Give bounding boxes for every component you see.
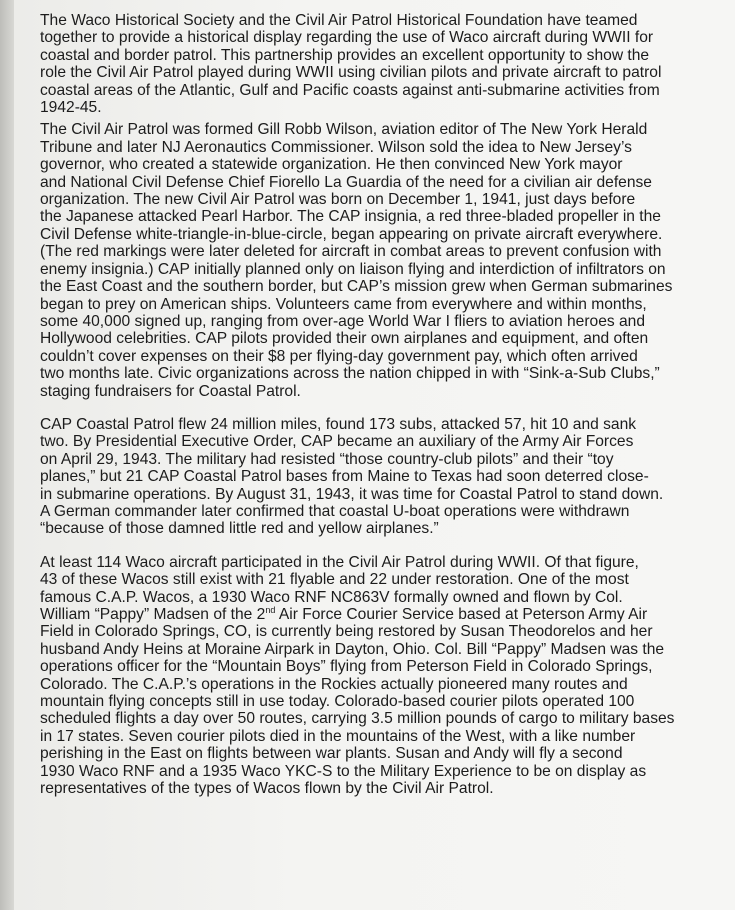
text-line: staging fundraisers for Coastal Patrol. [40,382,301,400]
text-line: 1942-45. [40,99,102,117]
page-left-edge [0,0,14,910]
text-line: couldn’t cover expenses on their $8 per flying-day government pay, which often arrived [40,347,638,365]
text-line: Field in Colorado Springs, CO, is currently being restored by Susan Theodorelos and her [40,623,653,641]
paragraph-1 [40,12,720,116]
text-line: representatives of the types of Wacos flown by the Civil Air Patrol. [40,780,494,798]
text-line: coastal and border patrol. This partnership provides an excellent opportunity to show the [40,46,650,64]
text-line: operations officer for the “Mountain Boys” flying from Peterson Field in Colorado Springs, [40,658,653,676]
text-line: husband Andy Heins at Moraine Airpark in Dayton, Ohio. Col. Bill “Pappy” Madsen was the [40,640,665,658]
text-line: mountain flying concepts still in use today. Colorado-based courier pilots operated 100 [40,693,635,711]
text-line: scheduled flights a day over 50 routes, carrying 3.5 million pounds of cargo to military bases [40,710,675,728]
text-line: in 17 states. Seven courier pilots died in the mountains of the West, with a like number [40,727,636,745]
text-line: planes,” but 21 CAP Coastal Patrol bases from Maine to Texas had soon deterred close- [40,468,649,486]
text-line: “because of those damned little red and yellow airplanes.” [40,520,439,538]
text-line: Tribune and later NJ Aeronautics Commissioner. Wilson sold the idea to New Jersey’s [40,138,632,156]
text-line: famous C.A.P. Wacos, a 1930 Waco RNF NC863V formally owned and flown by Col. [40,588,623,606]
text-line: the East Coast and the southern border, but CAP’s mission grew when German submarines [40,278,673,296]
paragraph-3 [40,416,720,538]
text-segment: William “Pappy” Madsen of the 2 [40,606,266,623]
text-line: CAP Coastal Patrol flew 24 million miles, found 173 subs, attacked 57, hit 10 and sank [40,415,637,433]
text-line: 1930 Waco RNF and a 1935 Waco YKC-S to the Military Experience to be on display as [40,762,647,780]
text-line: on April 29, 1943. The military had resisted “those country-club pilots” and their “toy [40,450,614,468]
text-line: enemy insignia.) CAP initially planned only on liaison flying and interdiction of infiltrators on [40,260,666,278]
text-line: began to prey on American ships. Volunteers came from everywhere and within months, [40,295,647,313]
text-segment: Air Force Courier Service based at Peterson Army Air [275,606,648,623]
text-line: Colorado. The C.A.P.’s operations in the Rockies actually pioneered many routes and [40,675,628,693]
text-line: perishing in the East on flights between war plants. Susan and Andy will fly a second [40,745,623,763]
text-line: in submarine operations. By August 31, 1943, it was time for Coastal Patrol to stand down. [40,485,664,503]
paragraph-2 [40,121,720,400]
paragraph-4 [40,554,720,798]
text-line: two months late. Civic organizations across the nation chipped in with “Sink-a-Sub Clubs,” [40,365,660,383]
ordinal-superscript: nd [265,604,276,615]
text-line: role the Civil Air Patrol played during WWII using civilian pilots and private aircraft to patrol [40,64,662,82]
text-line: Hollywood celebrities. CAP pilots provided their own airplanes and equipment, and often [40,330,649,348]
text-line: together to provide a historical display regarding the use of Waco aircraft during WWII for [40,29,654,47]
text-line: 43 of these Wacos still exist with 21 flyable and 22 under restoration. One of the most [40,571,629,589]
text-line: two. By Presidential Executive Order, CAP became an auxiliary of the Army Air Forces [40,433,634,451]
text-line: The Waco Historical Society and the Civil Air Patrol Historical Foundation have teamed [40,12,638,29]
document-body [40,12,720,797]
text-line: (The red markings were later deleted for aircraft in combat areas to prevent confusion with [40,243,662,261]
text-line: At least 114 Waco aircraft participated in the Civil Air Patrol during WWII. Of that figure, [40,553,639,571]
text-line: coastal areas of the Atlantic, Gulf and Pacific coasts against anti-submarine activities from [40,81,660,99]
text-line: A German commander later confirmed that coastal U-boat operations were withdrawn [40,502,630,520]
text-line: some 40,000 signed up, ranging from over-age World War I fliers to aviation heroes and [40,312,646,330]
text-line: The Civil Air Patrol was formed Gill Robb Wilson, aviation editor of The New York Herald [40,121,648,139]
text-line: governor, who created a statewide organization. He then convinced New York mayor [40,156,623,174]
text-line: and National Civil Defense Chief Fiorello La Guardia of the need for a civilian air defense [40,173,652,191]
text-line: organization. The new Civil Air Patrol was born on December 1, 1941, just days before [40,191,636,209]
text-line: the Japanese attacked Pearl Harbor. The CAP insignia, a red three-bladed propeller in the [40,208,661,226]
text-line-with-superscript [40,606,720,623]
document-page [14,0,735,910]
text-line: Civil Defense white-triangle-in-blue-circle, began appearing on private aircraft everywhere. [40,225,663,243]
